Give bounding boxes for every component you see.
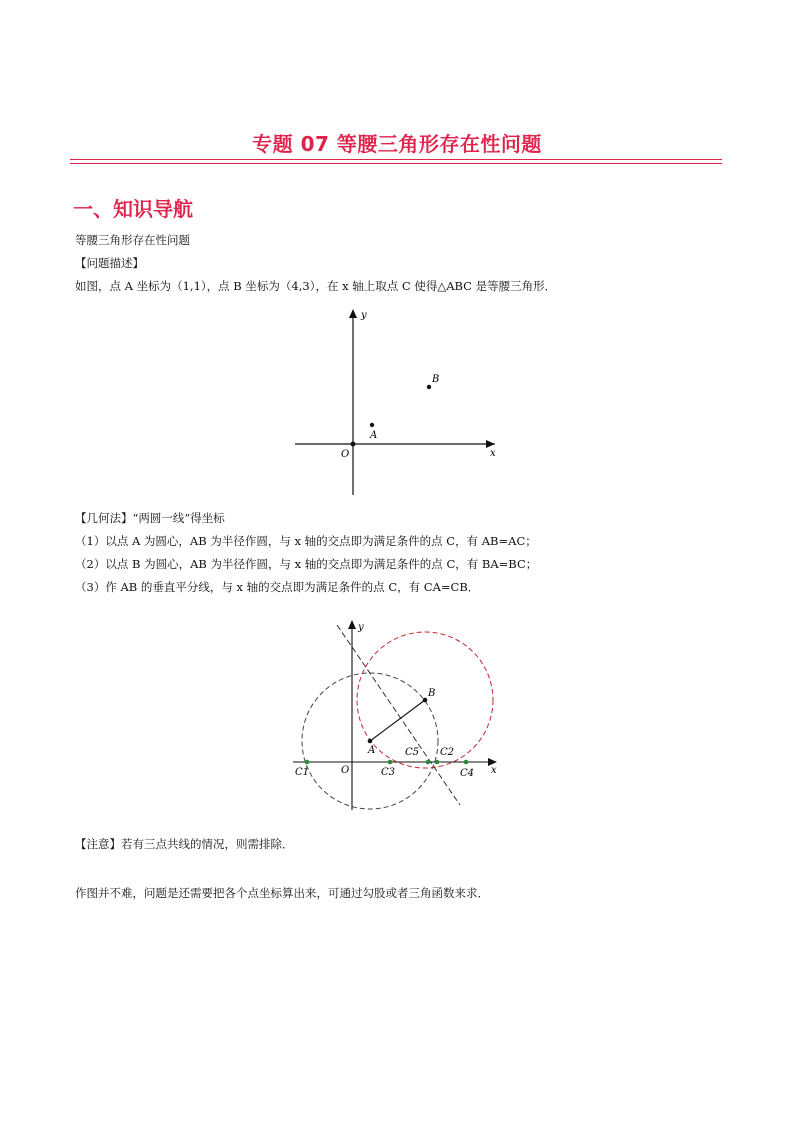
y-axis-arrow bbox=[349, 309, 357, 318]
point-c3-label: C3 bbox=[381, 767, 396, 778]
origin-label: O bbox=[341, 765, 350, 776]
origin-point bbox=[351, 442, 356, 447]
note-line: 【注意】若有三点共线的情况，则需排除． bbox=[75, 837, 294, 851]
point-c4 bbox=[464, 760, 469, 765]
point-c4-label: C4 bbox=[460, 768, 475, 779]
figure-construction bbox=[285, 615, 510, 815]
step-3: （3）作 AB 的垂直平分线，与 x 轴的交点即为满足条件的点 C，有 CA=CB． bbox=[75, 580, 480, 594]
topic-line: 等腰三角形存在性问题 bbox=[75, 233, 190, 247]
point-a-label: A bbox=[368, 745, 376, 756]
point-a-label: A bbox=[370, 430, 378, 441]
x-axis-arrow bbox=[486, 440, 495, 448]
point-c5-label: C5 bbox=[405, 747, 420, 758]
point-c2-label: C2 bbox=[440, 747, 455, 758]
point-c1-label: C1 bbox=[295, 767, 310, 778]
point-b bbox=[423, 698, 428, 703]
title-rule-top bbox=[70, 159, 722, 160]
point-b-label: B bbox=[428, 688, 436, 699]
document-title: 专题 07 等腰三角形存在性问题 bbox=[252, 132, 542, 156]
segment-ab bbox=[370, 700, 425, 741]
x-axis-label: x bbox=[491, 765, 497, 776]
point-c5 bbox=[426, 760, 431, 765]
y-axis-label: y bbox=[358, 622, 364, 633]
origin-label: O bbox=[341, 449, 350, 460]
problem-tag: 【问题描述】 bbox=[75, 256, 144, 270]
step-2: （2）以点 B 为圆心，AB 为半径作圆，与 x 轴的交点即为满足条件的点 C，有 BA=BC； bbox=[75, 557, 538, 571]
title-rule-bottom bbox=[70, 163, 722, 164]
point-b bbox=[427, 385, 431, 389]
point-c2 bbox=[435, 760, 440, 765]
point-a bbox=[368, 739, 373, 744]
figure-coordinate-plane bbox=[290, 305, 505, 500]
point-c1 bbox=[305, 760, 310, 765]
point-c3 bbox=[388, 760, 393, 765]
problem-text: 如图，点 A 坐标为（1,1），点 B 坐标为（4,3），在 x 轴上取点 C 使得△ABC 是等腰三角形． bbox=[75, 279, 557, 293]
step-1: （1）以点 A 为圆心，AB 为半径作圆，与 x 轴的交点即为满足条件的点 C，有 AB=AC； bbox=[75, 534, 537, 548]
section-heading: 一、知识导航 bbox=[73, 197, 193, 221]
perpendicular-bisector bbox=[337, 625, 460, 805]
y-axis-arrow bbox=[348, 620, 356, 629]
point-a bbox=[370, 423, 374, 427]
x-axis-label: x bbox=[490, 448, 496, 459]
point-b-label: B bbox=[432, 374, 440, 385]
method-tag: 【几何法】“两圆一线”得坐标 bbox=[75, 511, 225, 525]
y-axis-label: y bbox=[361, 310, 367, 321]
conclusion-line: 作图并不难，问题是还需要把各个点坐标算出来，可通过勾股或者三角函数来求． bbox=[75, 886, 489, 900]
